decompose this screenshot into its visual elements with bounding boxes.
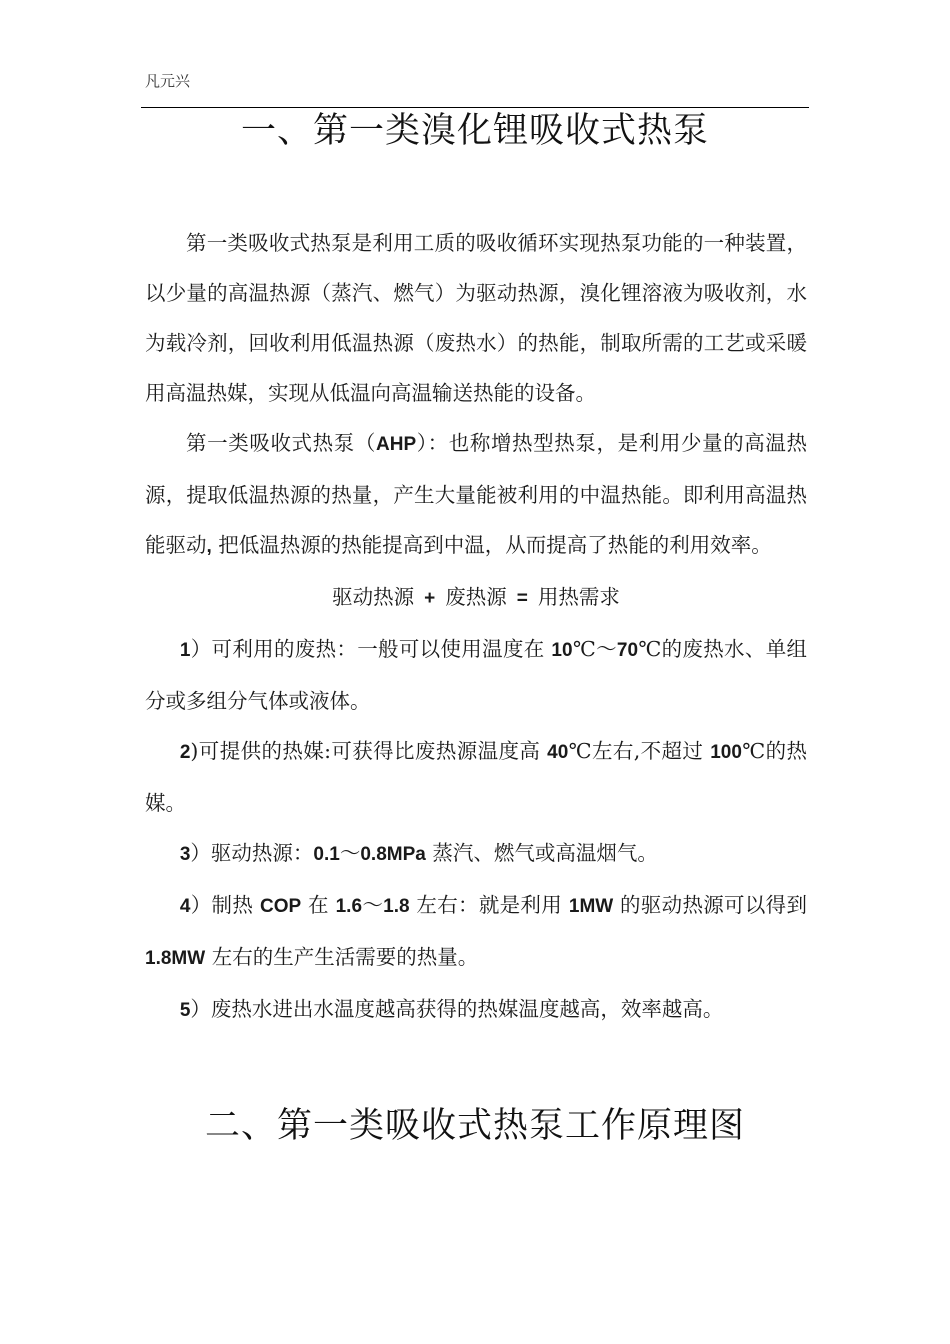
page-header-author: 凡元兴 (145, 72, 191, 90)
text-run: 左右的生产生活需要的热量。 (205, 945, 479, 969)
text-run: ）驱动热源： (190, 841, 314, 865)
list-number: 1 (179, 640, 191, 661)
list-item-5 (145, 984, 807, 1036)
text-run: ℃的废热水、单组分或多组分气体或液体。 (145, 637, 808, 713)
list-item-1 (145, 624, 807, 726)
text-run: ～ (362, 893, 384, 917)
text-run-bold: AHP (376, 434, 417, 455)
text-run: ℃的热媒。 (145, 739, 807, 815)
list-item-2 (145, 726, 807, 828)
text-run-bold: 70 (616, 640, 639, 661)
text-run-bold: 1.6 (335, 896, 363, 917)
section-title-1: 一、第一类溴化锂吸收式热泵 (240, 111, 709, 151)
formula-plus: + (424, 588, 436, 609)
section-title-2: 二、第一类吸收式热泵工作原理图 (204, 1106, 745, 1146)
paragraph-ahp (145, 418, 807, 572)
list-item-4 (145, 880, 807, 984)
formula-term-waste: 废热源 (445, 585, 507, 609)
text-run: 在 (301, 893, 336, 917)
text-run: 蒸汽、燃气或高温烟气。 (425, 841, 658, 865)
text-run-bold: 10 (551, 640, 573, 661)
document-body (145, 218, 807, 1036)
text-run: 第一类吸收式热泵（ (186, 431, 377, 455)
list-number: 3 (179, 844, 191, 865)
text-run: ）废热水进出水温度越高获得的热媒温度越高，效率越高。 (190, 997, 724, 1021)
text-run-bold: 1.8 (383, 896, 410, 917)
text-run-bold: , (206, 536, 212, 557)
text-run: ℃～ (572, 637, 617, 661)
text-run: ）：也称增热型热泵，是利用少量的高温热源，提取低温热源的热量，产生大量能被利用的中温热能。即利用高温热能驱动 (145, 431, 808, 557)
text-run-bold: 1MW (568, 896, 614, 917)
paragraph-intro: 第一类吸收式热泵是利用工质的吸收循环实现热泵功能的一种装置，以少量的高温热源（蒸汽、燃气）为驱动热源，溴化锂溶液为吸收剂，水为载冷剂，回收利用低温热源（废热水）的热能，制取所需的工艺或采暖用高温热媒，实现从低温向高温输送热能的设备。 (145, 231, 807, 405)
list-number: 2 (179, 742, 191, 763)
text-run: 左右：就是利用 (409, 893, 569, 917)
list-number: 4 (179, 896, 191, 917)
text-run: ）制热 (190, 893, 260, 917)
text-run: ～ (339, 841, 361, 865)
text-run-bold: 0.8MPa (360, 844, 426, 865)
text-run: 的驱动热源可以得到 (613, 893, 807, 917)
formula-term-demand: 用热需求 (537, 585, 620, 609)
formula-equals: = (516, 588, 528, 609)
text-run-bold: 100 (710, 742, 742, 763)
text-run-bold: COP (259, 896, 302, 917)
text-run-bold: 0.1 (313, 844, 340, 865)
text-run: ℃左右,不超过 (568, 739, 711, 763)
text-run: ）可利用的废热：一般可以使用温度在 (190, 637, 552, 661)
formula-term-drive: 驱动热源 (332, 585, 415, 609)
list-item-3 (145, 828, 807, 880)
text-run-bold: 40 (547, 742, 569, 763)
list-number: 5 (179, 1000, 191, 1021)
text-run-bold: 1.8MW (145, 948, 206, 969)
formula-line (145, 572, 807, 624)
text-run: )可提供的热媒:可获得比废热源温度高 (190, 739, 548, 763)
text-run: 把低温热源的热能提高到中温，从而提高了热能的利用效率。 (211, 533, 772, 557)
